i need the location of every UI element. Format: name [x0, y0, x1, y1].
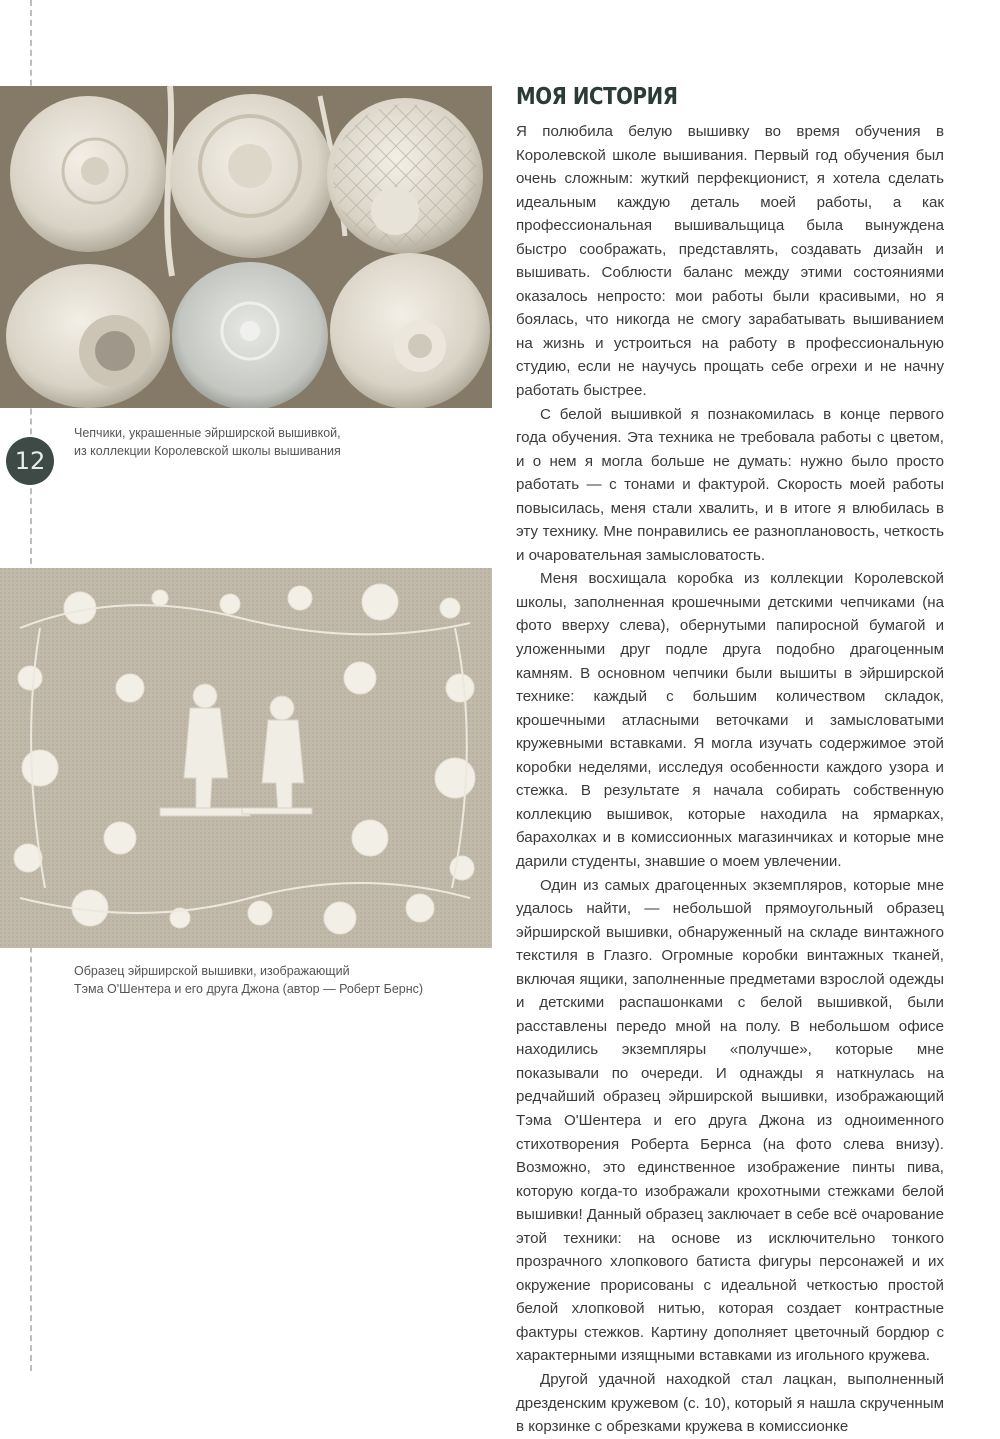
caption-line: Образец эйрширской вышивки, изображающий	[74, 964, 350, 978]
sampler-illustration	[0, 568, 492, 948]
article-paragraph: Я полюбила белую вышивку во время обучения в Королевской школе вышивания. Первый год обучения был очень сложным: жуткий перфекционист, я хотела сделать идеальным каждую деталь моей работы, а как профессиональная вышивальщица была вынуждена быстро соображать, представлять, создавать дизайн и вышивать. Соблюсти баланс между этими состояниями оказалось непросто: мои работы были красивыми, но я боялась, что никогда не смогу зарабатывать вышиванием на жизнь и устроиться на работу в профессиональную студию, если не научусь прощать себе огрехи и не начну работать быстрее.	[516, 123, 944, 400]
bonnets-illustration	[0, 86, 492, 408]
article-paragraph: Другой удачной находкой стал лацкан, выполненный дрезденским кружевом (с. 10), который я нашла скрученным в корзинке с обрезками кружева в комиссионке	[516, 1370, 944, 1436]
article-body	[516, 120, 944, 1439]
article-paragraph: С белой вышивкой я познакомилась в конце первого года обучения. Эта техника не требовала работы с цветом, и о нем я могла больше не думать: нужно было просто работать — с тонами и фактурой. Скорость моей работы повысилась, меня стали хвалить, и в итоге я влюбилась в эту технику. Мне понравились ее разноплановость, четкость и очаровательная замысловатость.	[516, 405, 944, 564]
caption-line: Чепчики, украшенные эйрширской вышивкой,	[74, 426, 341, 440]
caption-line: из коллекции Королевской школы вышивания	[74, 444, 341, 458]
bonnets-caption	[74, 424, 374, 460]
sampler-caption	[74, 962, 434, 998]
article-paragraph: Меня восхищала коробка из коллекции Королевской школы, заполненная крошечными детскими чепчиками (на фото вверху слева), обернутыми папиросной бумагой и уложенными друг подле друга подобно драгоценным камням. В основном чепчики были вышиты в эйрширской технике: каждый с большим количеством складок, крошечными атласными веточками и замысловатыми кружевными вставками. Я могла изучать содержимое этой коробки неделями, исследуя особенности каждого узора и стежка. В результате я начала собирать собственную коллекцию вышивок, которые находила на ярмарках, барахолках и в комиссионных магазинчиках и которые мне дарили студенты, знавшие о моем увлечении.	[516, 570, 944, 870]
article-title: МОЯ ИСТОРИЯ	[516, 84, 678, 110]
caption-line: Тэма О'Шентера и его друга Джона (автор — Роберт Бернс)	[74, 982, 424, 996]
article-paragraph: Один из самых драгоценных экземпляров, которые мне удалось найти, — небольшой прямоугольный образец эйрширской вышивки, обнаруженный на складе винтажного текстиля в Глазго. Огромные коробки винтажных тканей, включая ящики, заполненные предметами взрослой одежды и детскими распашонками с белой вышивкой, были расставлены передо мной на полу. В небольшом офисе находились экземпляры «получше», которые мне показывали по очереди. И однажды я наткнулась на редчайший образец эйрширской вышивки, изображающий Тэма О'Шентера и его друга Джона из одноименного стихотворения Роберта Бернса (на фото слева внизу). Возможно, это единственное изображение пинты пива, которую когда-то изображали крохотными стежками белой вышивки! Данный образец заключает в себе всё очарование этой техники: на основе из исключительно тонкого прозрачного хлопкового батиста фигуры персонажей и их окружение прорисованы с идеальной четкостью простой белой хлопковой нитью, которая создает контрастные фактуры стежков. Картину дополняет цветочный бордюр с характерными изящными вставками из игольного кружева.	[516, 876, 944, 1365]
page-number-badge: 12	[6, 437, 54, 485]
bonnets-photo	[0, 86, 492, 408]
sampler-photo	[0, 568, 492, 948]
